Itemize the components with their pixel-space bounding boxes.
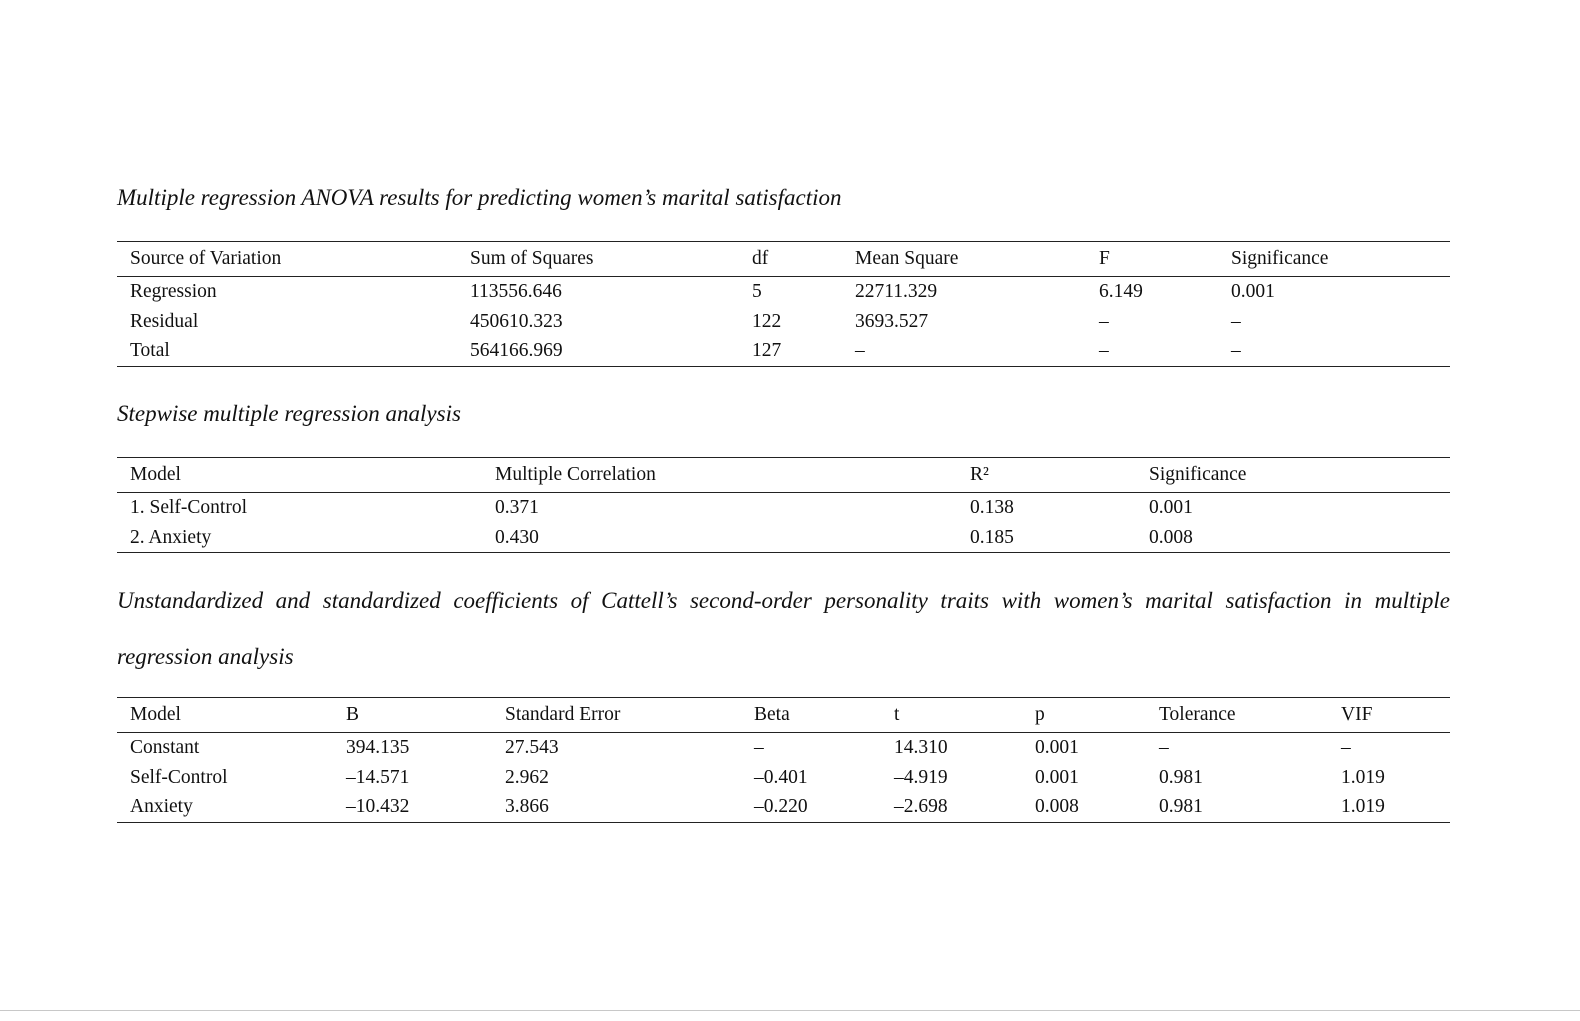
- table-cell: 394.135: [346, 737, 410, 758]
- column-header: Tolerance: [1159, 704, 1236, 725]
- table-cell: 0.008: [1149, 526, 1193, 548]
- table-header-row: [117, 698, 1450, 733]
- table-row: [117, 523, 1450, 553]
- table-cell: –2.698: [894, 796, 948, 818]
- table-cell: –: [855, 340, 865, 362]
- table-row: [117, 336, 1450, 366]
- table-cell: Total: [130, 340, 170, 362]
- table-cell: Self-Control: [130, 766, 228, 788]
- table-cell: 0.185: [970, 526, 1014, 548]
- table-cell: 127: [752, 340, 782, 362]
- column-header: B: [346, 704, 360, 725]
- column-header: Model: [130, 704, 181, 725]
- table-header-row: [117, 458, 1450, 493]
- column-header: Sum of Squares: [470, 248, 594, 269]
- column-header: Model: [130, 464, 181, 485]
- table-cell: –: [1231, 340, 1241, 362]
- table-cell: 0.138: [970, 497, 1014, 518]
- column-header: F: [1099, 248, 1110, 269]
- table-row: [117, 763, 1450, 793]
- table-cell: –4.919: [894, 766, 948, 788]
- table-cell: 0.001: [1035, 766, 1079, 788]
- column-header: Beta: [754, 704, 790, 725]
- table-cell: 3.866: [505, 796, 549, 818]
- table-cell: 564166.969: [470, 340, 563, 362]
- table-cell: 3693.527: [855, 310, 929, 332]
- table-cell: Regression: [130, 281, 217, 302]
- table-cell: –10.432: [346, 796, 410, 818]
- table-cell: 113556.646: [470, 281, 562, 302]
- table-cell: –0.220: [754, 796, 808, 818]
- column-header: df: [752, 248, 769, 269]
- table-cell: 27.543: [505, 737, 559, 758]
- column-header: Mean Square: [855, 248, 959, 269]
- table-header-row: [117, 242, 1450, 277]
- table-cell: –: [754, 737, 764, 758]
- column-header: Significance: [1231, 248, 1329, 269]
- column-header: R²: [970, 464, 989, 485]
- table-row: [117, 792, 1450, 822]
- stepwise-table-caption: Stepwise multiple regression analysis: [117, 401, 461, 426]
- table-cell: 0.981: [1159, 796, 1203, 818]
- table-cell: 450610.323: [470, 310, 563, 332]
- anova-table: [117, 241, 1450, 367]
- table-cell: 0.001: [1035, 737, 1079, 758]
- column-header: p: [1035, 704, 1045, 725]
- table-cell: –14.571: [346, 766, 410, 788]
- table-cell: –: [1099, 340, 1109, 362]
- table-cell: 2. Anxiety: [130, 526, 212, 548]
- table-cell: 0.001: [1149, 497, 1193, 518]
- table-cell: Residual: [130, 310, 199, 332]
- table-cell: –0.401: [754, 766, 808, 788]
- table-cell: 0.430: [495, 526, 539, 548]
- table-cell: 22711.329: [855, 281, 938, 302]
- anova-table-caption: Multiple regression ANOVA results for predicting women’s marital satisfaction: [117, 185, 842, 210]
- column-header: Source of Variation: [130, 248, 282, 269]
- table-cell: 0.371: [495, 497, 539, 518]
- table-cell: Constant: [130, 737, 200, 758]
- column-header: Significance: [1149, 464, 1247, 485]
- table-cell: 0.981: [1159, 766, 1203, 788]
- table-row: [117, 277, 1450, 307]
- table-cell: 122: [752, 310, 782, 332]
- table-row: [117, 307, 1450, 337]
- table-cell: 1.019: [1341, 766, 1385, 788]
- table-cell: Anxiety: [130, 796, 193, 818]
- table-cell: 1.019: [1341, 796, 1385, 818]
- table-cell: 14.310: [894, 737, 948, 758]
- table-cell: 0.008: [1035, 796, 1079, 818]
- page-bottom-divider: [0, 1010, 1580, 1011]
- table-cell: –: [1159, 737, 1169, 758]
- table-cell: 0.001: [1231, 281, 1275, 302]
- table-cell: 1. Self-Control: [130, 497, 247, 518]
- table-cell: 6.149: [1099, 281, 1143, 302]
- coefficients-table: [117, 697, 1450, 823]
- table-row: [117, 493, 1450, 523]
- column-header: t: [894, 704, 900, 725]
- column-header: Standard Error: [505, 704, 621, 725]
- table-cell: 5: [752, 281, 762, 302]
- table-cell: –: [1231, 310, 1241, 332]
- stepwise-table: [117, 457, 1450, 553]
- column-header: Multiple Correlation: [495, 464, 656, 485]
- table-row: [117, 733, 1450, 763]
- table-cell: 2.962: [505, 766, 549, 788]
- column-header: VIF: [1341, 704, 1373, 725]
- coefficients-table-caption: Unstandardized and standardized coefficients of Cattell’s second-order personality traits with women’s marital satisfaction in multiple regression analysis: [117, 588, 1450, 669]
- table-cell: –: [1099, 310, 1109, 332]
- table-cell: –: [1341, 737, 1351, 758]
